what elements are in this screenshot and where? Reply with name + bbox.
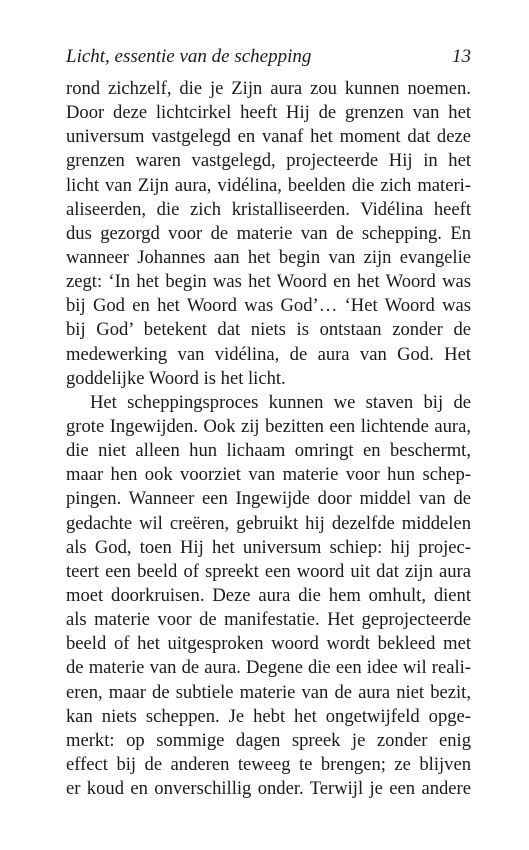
text-line: merkt: op sommige dagen spreek je zonder enig	[66, 729, 471, 751]
text-line: effect bij de anderen teweeg te brengen; ze blijven	[66, 753, 471, 775]
text-line: goddelijke Woord is het licht.	[66, 367, 286, 389]
text-line: zegt: ‘In het begin was het Woord en het Woord was	[66, 271, 471, 293]
text-line: moet doorkruisen. Deze aura die hem omhult, dient	[66, 584, 471, 606]
text-line: als materie voor de manifestatie. Het geprojecteerde	[66, 609, 471, 631]
text-line: bij God’ betekent dat niets is ontstaan zonder de	[66, 319, 471, 341]
text-line: de materie van de aura. Degene die een idee wil reali-	[66, 657, 471, 679]
body-text	[66, 77, 471, 801]
text-line: die niet alleen hun lichaam omringt en beschermt,	[66, 440, 471, 462]
text-line: grenzen waren vastgelegd, projecteerde Hij in het	[66, 150, 471, 172]
page-header	[66, 46, 471, 70]
text-line: kan niets scheppen. Je hebt het ongetwijfeld opge-	[66, 705, 471, 727]
text-line: teert een beeld of spreekt een woord uit dat zijn aura	[66, 560, 471, 582]
text-line: maar hen ook voorziet van materie voor hun schep-	[66, 464, 471, 486]
text-line: beeld of het uitgesproken woord wordt bekleed met	[66, 633, 471, 655]
text-line: Door deze lichtcirkel heeft Hij de grenzen van het	[66, 102, 471, 124]
page-number: 13	[452, 46, 471, 67]
paragraph-2	[66, 391, 471, 801]
paragraph-1	[66, 77, 471, 391]
text-line: als God, toen Hij het universum schiep: hij projec-	[66, 536, 471, 558]
text-line: wanneer Johannes aan het begin van zijn evangelie	[66, 246, 471, 268]
text-line: gedachte wil creëren, gebruikt hij dezelfde middelen	[66, 512, 471, 534]
text-line: dus gezorgd voor de materie van de schepping. En	[66, 222, 471, 244]
text-line: bij God en het Woord was God’… ‘Het Woord was	[66, 295, 471, 317]
text-line: eren, maar de subtiele materie van de aura niet bezit,	[66, 681, 471, 703]
text-line: grote Ingewijden. Ook zij bezitten een lichtende aura,	[66, 415, 471, 437]
text-line: universum vastgelegd en vanaf het moment dat deze	[66, 126, 471, 148]
text-line: aliseerden, die zich kristalliseerden. Vidélina heeft	[66, 198, 471, 220]
text-line: medewerking van vidélina, de aura van God. Het	[66, 343, 471, 365]
text-line: pingen. Wanneer een Ingewijde door middel van de	[66, 488, 471, 510]
text-line: Het scheppingsproces kunnen we staven bij de	[90, 391, 471, 413]
text-line: er koud en onverschillig onder. Terwijl je een andere	[66, 778, 471, 800]
text-line: rond zichzelf, die je Zijn aura zou kunnen noemen.	[66, 78, 471, 99]
running-title: Licht, essentie van de schepping	[66, 46, 312, 67]
text-line: licht van Zijn aura, vidélina, beelden die zich materi-	[66, 174, 471, 196]
